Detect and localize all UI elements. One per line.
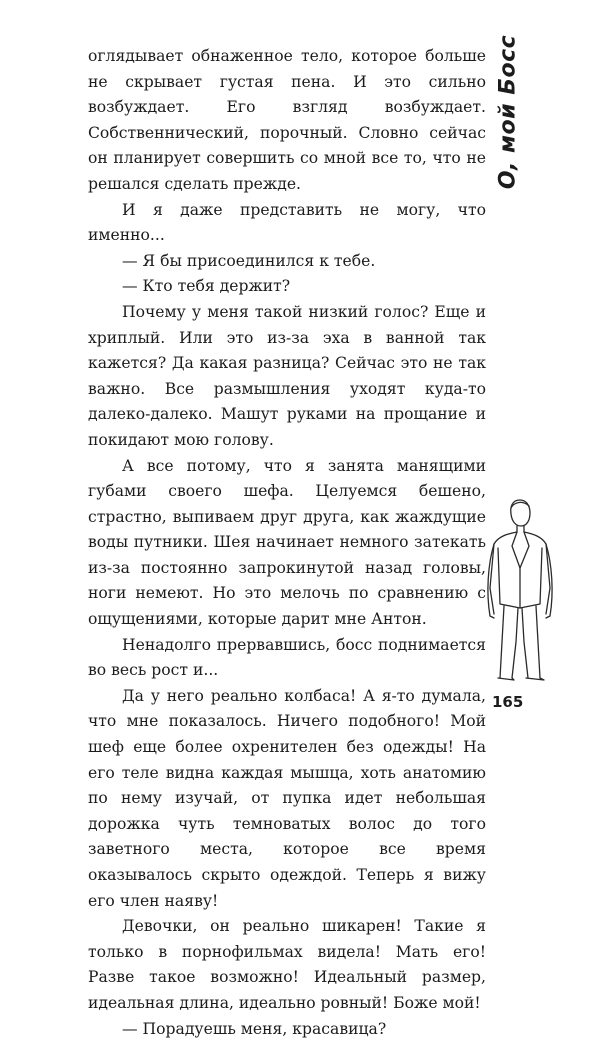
paragraph: Почему у меня такой низкий голос? Еще и хриплый. Или это из-за эха в ванной так кажется? Да какая разница? Сейчас это не так важно. Все размышления уходят куда-то далеко-далеко. Машут руками на прощание и покидают мою голову. [88,302,486,449]
dialogue-line: — Кто тебя держит? [122,277,291,296]
paragraph: И я даже представить не могу, что именно... [88,200,486,245]
running-title-text: О, мой Босс [495,34,521,190]
paragraph: А все потому, что я занята манящими губами своего шефа. Целуемся бешено, страстно, выпиваем друг друга, как жаждущие воды путники. Шея начинает немного затекать из-за постоянно запрокинутой назад головы, ноги немеют. Но это мелочь по сравнению с ощущениями, которые дарит мне Антон. [88,456,486,629]
running-title [493,34,523,190]
page-number: 165 [492,693,524,711]
paragraph: Да у него реально колбаса! А я-то думала, что мне показалось. Ничего подобного! Мой шеф еще более охренителен без одежды! На его теле видна каждая мышца, хоть анатомию по нему изучай, от пупка идет небольшая дорожка чуть темноватых волос до того заветного места, которое все время оказывалось скрыто одеждой. Теперь я вижу его член наяву! [88,686,486,910]
dialogue-line: — Порадуешь меня, красавица? [122,1019,387,1038]
dialogue-line: — Я бы присоединился к тебе. [122,251,376,270]
paragraph: оглядывает обнаженное тело, которое больше не скрывает густая пена. И это сильно возбуждает. Его взгляд возбуждает. Собственнический, порочный. Словно сейчас он планирует совершить со мной все то, что не решался сделать прежде. [88,47,486,193]
paragraph: Ненадолго прервавшись, босс поднимается во весь рост и... [88,635,486,680]
body-text [88,44,486,1042]
man-in-suit-sketch-icon [468,492,572,688]
paragraph: Девочки, он реально шикарен! Такие я только в порнофильмах видела! Мать его! Разве такое возможно! Идеальный размер, идеальная длина, идеально ровный! Боже мой! [88,917,486,1012]
